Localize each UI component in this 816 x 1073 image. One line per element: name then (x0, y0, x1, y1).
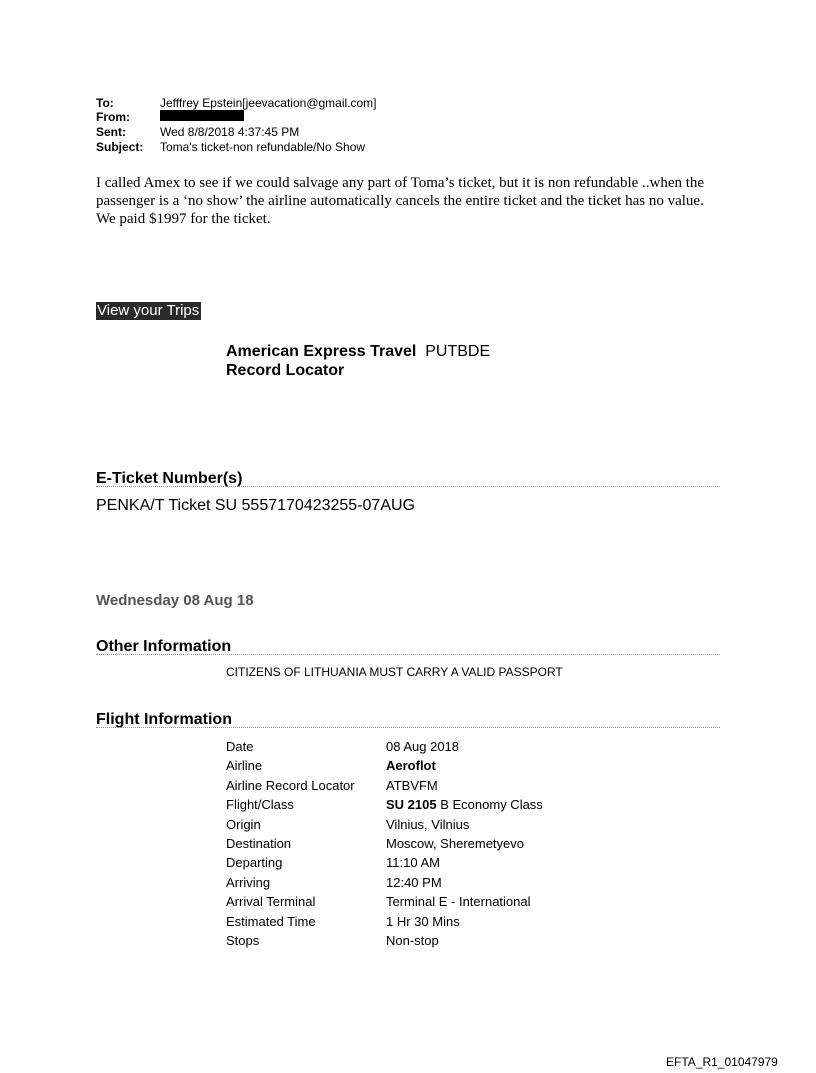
flight-value: Non-stop (386, 932, 439, 948)
subject-label: Subject: (96, 140, 144, 154)
agency-label: American Express Travel (226, 343, 417, 360)
subject-value: Toma's ticket-non refundable/No Show (160, 140, 366, 154)
flight-value: 1 Hr 30 Mins (386, 913, 460, 929)
flight-key: Departing (226, 855, 283, 871)
flight-value (386, 795, 543, 814)
flight-value: 11:10 AM (386, 855, 440, 871)
other-info-heading: Other Information (96, 638, 232, 655)
record-locator-value: PUTBDE (425, 343, 491, 360)
flight-details-table (226, 737, 543, 950)
flight-row-arrival-terminal (226, 892, 543, 911)
flight-row-estimated-time (226, 912, 543, 931)
other-info-text: CITIZENS OF LITHUANIA MUST CARRY A VALID PASSPORT (226, 665, 563, 679)
flight-row-departing (226, 853, 543, 872)
flight-number: SU 2105 (386, 797, 437, 813)
eticket-heading: E-Ticket Number(s) (96, 470, 243, 487)
flight-row-airline-record-locator (226, 776, 543, 795)
flight-key: Airline Record Locator (226, 777, 355, 793)
flight-row-origin (226, 815, 543, 834)
flight-value: ATBVFM (386, 777, 438, 793)
itinerary-date-heading: Wednesday 08 Aug 18 (96, 592, 254, 609)
to-value: Jefffrey Epstein[jeevacation@gmail.com] (160, 96, 377, 110)
flight-info-divider (96, 727, 720, 728)
redaction-bar (160, 110, 244, 121)
flight-row-arriving (226, 873, 543, 892)
eticket-divider (96, 486, 720, 487)
record-locator-label: Record Locator (226, 362, 345, 379)
flight-value: Moscow, Sheremetyevo (386, 835, 525, 851)
eticket-number: PENKA/T Ticket SU 5557170423255-07AUG (96, 497, 415, 514)
flight-key: Arriving (226, 874, 271, 890)
flight-key: Flight/Class (226, 797, 294, 813)
flight-value: Aeroflot (386, 758, 436, 774)
flight-value: 12:40 PM (386, 874, 442, 890)
document-id: EFTA_R1_01047979 (666, 1055, 778, 1069)
flight-info-heading: Flight Information (96, 711, 232, 728)
flight-key: Destination (226, 835, 292, 851)
other-info-divider (96, 654, 720, 655)
flight-value: 08 Aug 2018 (386, 739, 460, 754)
flight-row-airline (226, 756, 543, 775)
flight-class: B Economy Class (440, 797, 543, 813)
flight-value: Terminal E - International (386, 894, 531, 910)
flight-row-stops (226, 931, 543, 950)
sent-row (96, 125, 299, 139)
sent-label: Sent: (96, 125, 126, 139)
sent-value: Wed 8/8/2018 4:37:45 PM (160, 125, 300, 139)
email-body: I called Amex to see if we could salvage any part of Toma’s ticket, but it is non refundable ..when the passenger is a ‘no show’ the airline automatically cancels the entire ticket and the ticket has no value. We paid $1997 for the ticket. (96, 175, 705, 227)
to-label: To: (96, 96, 114, 110)
flight-key: Origin (226, 816, 261, 832)
flight-key: Date (226, 739, 254, 754)
flight-key: Stops (226, 932, 260, 948)
subject-row (96, 140, 365, 154)
flight-row-flight-class (226, 795, 543, 814)
agency-block (226, 342, 490, 380)
flight-row-destination (226, 834, 543, 853)
flight-value: Vilnius, Vilnius (386, 816, 470, 832)
flight-row-date (226, 737, 543, 756)
flight-key: Airline (226, 758, 263, 774)
flight-key: Estimated Time (226, 913, 316, 929)
to-row (96, 96, 377, 110)
from-label: From: (96, 110, 130, 124)
flight-key: Arrival Terminal (226, 894, 316, 910)
from-row (96, 110, 244, 124)
view-trips-link[interactable]: View your Trips (97, 302, 200, 319)
